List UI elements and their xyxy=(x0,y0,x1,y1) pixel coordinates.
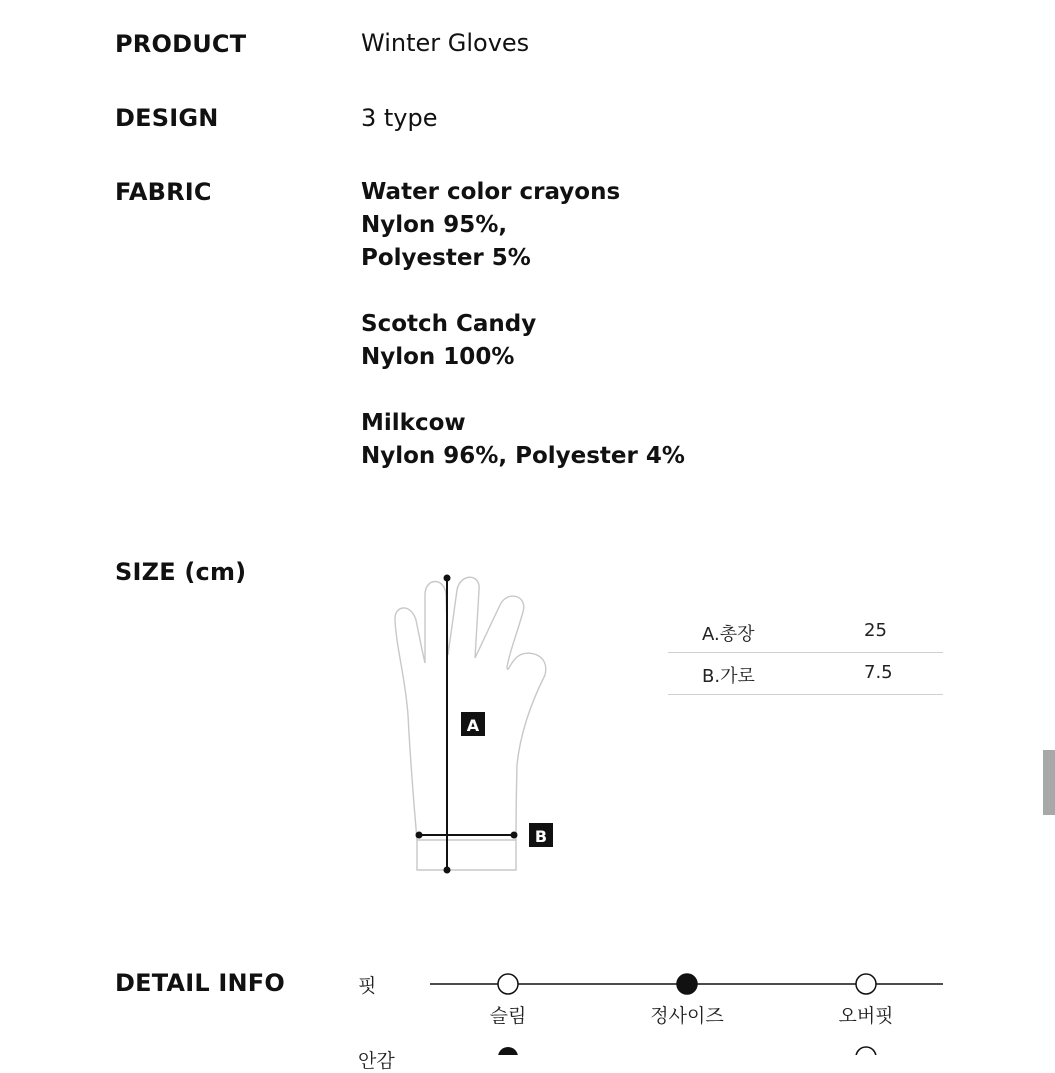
size-row-a xyxy=(668,611,943,653)
glove-diagram xyxy=(380,565,580,880)
fit-option-slim-label: 슬림 xyxy=(489,1005,527,1027)
fit-option-regular-label: 정사이즈 xyxy=(650,1005,724,1027)
measure-b-right-dot xyxy=(511,832,518,839)
marker-b-text: B xyxy=(534,827,548,846)
marker-a-text: A xyxy=(466,716,480,735)
fabric-label: FABRIC xyxy=(115,178,212,206)
size-value: 7.5 xyxy=(864,662,893,683)
size-table xyxy=(668,611,943,695)
fabric-line: Milkcow xyxy=(361,410,466,436)
design-label: DESIGN xyxy=(115,104,219,132)
product-value: Winter Gloves xyxy=(361,29,530,57)
fit-option-slim-dot xyxy=(498,974,518,994)
size-key: A.총장 xyxy=(702,624,755,645)
fabric-line: Nylon 96%, Polyester 4% xyxy=(361,443,685,469)
fit-option-over-dot xyxy=(856,974,876,994)
size-key: B.가로 xyxy=(702,666,755,687)
fabric-line: Scotch Candy xyxy=(361,311,537,337)
fit-option-regular-dot xyxy=(677,974,697,994)
scrollbar-thumb[interactable] xyxy=(1043,750,1055,815)
fit-option-over-label: 오버핏 xyxy=(838,1005,894,1027)
measure-b-left-dot xyxy=(416,832,423,839)
measure-a-top-dot xyxy=(444,575,451,582)
lining-row-label: 안감 xyxy=(358,1050,395,1072)
product-label: PRODUCT xyxy=(115,30,247,58)
fabric-line: Nylon 95%, xyxy=(361,212,508,238)
fit-row-label: 핏 xyxy=(358,975,377,997)
size-value: 25 xyxy=(864,620,887,641)
detail-info-label: DETAIL INFO xyxy=(115,969,285,997)
design-value: 3 type xyxy=(361,104,438,132)
fit-scale xyxy=(430,970,945,1000)
measure-a-bottom-dot xyxy=(444,867,451,874)
lining-scale-partial xyxy=(430,1043,945,1055)
lining-option-dot-1 xyxy=(498,1047,518,1055)
fabric-composition xyxy=(361,176,685,473)
size-row-b xyxy=(668,653,943,695)
size-label: SIZE (cm) xyxy=(115,558,247,586)
lining-option-dot-3 xyxy=(856,1047,876,1055)
fabric-line: Water color crayons xyxy=(361,179,621,205)
fabric-line: Nylon 100% xyxy=(361,344,515,370)
fabric-line: Polyester 5% xyxy=(361,245,531,271)
